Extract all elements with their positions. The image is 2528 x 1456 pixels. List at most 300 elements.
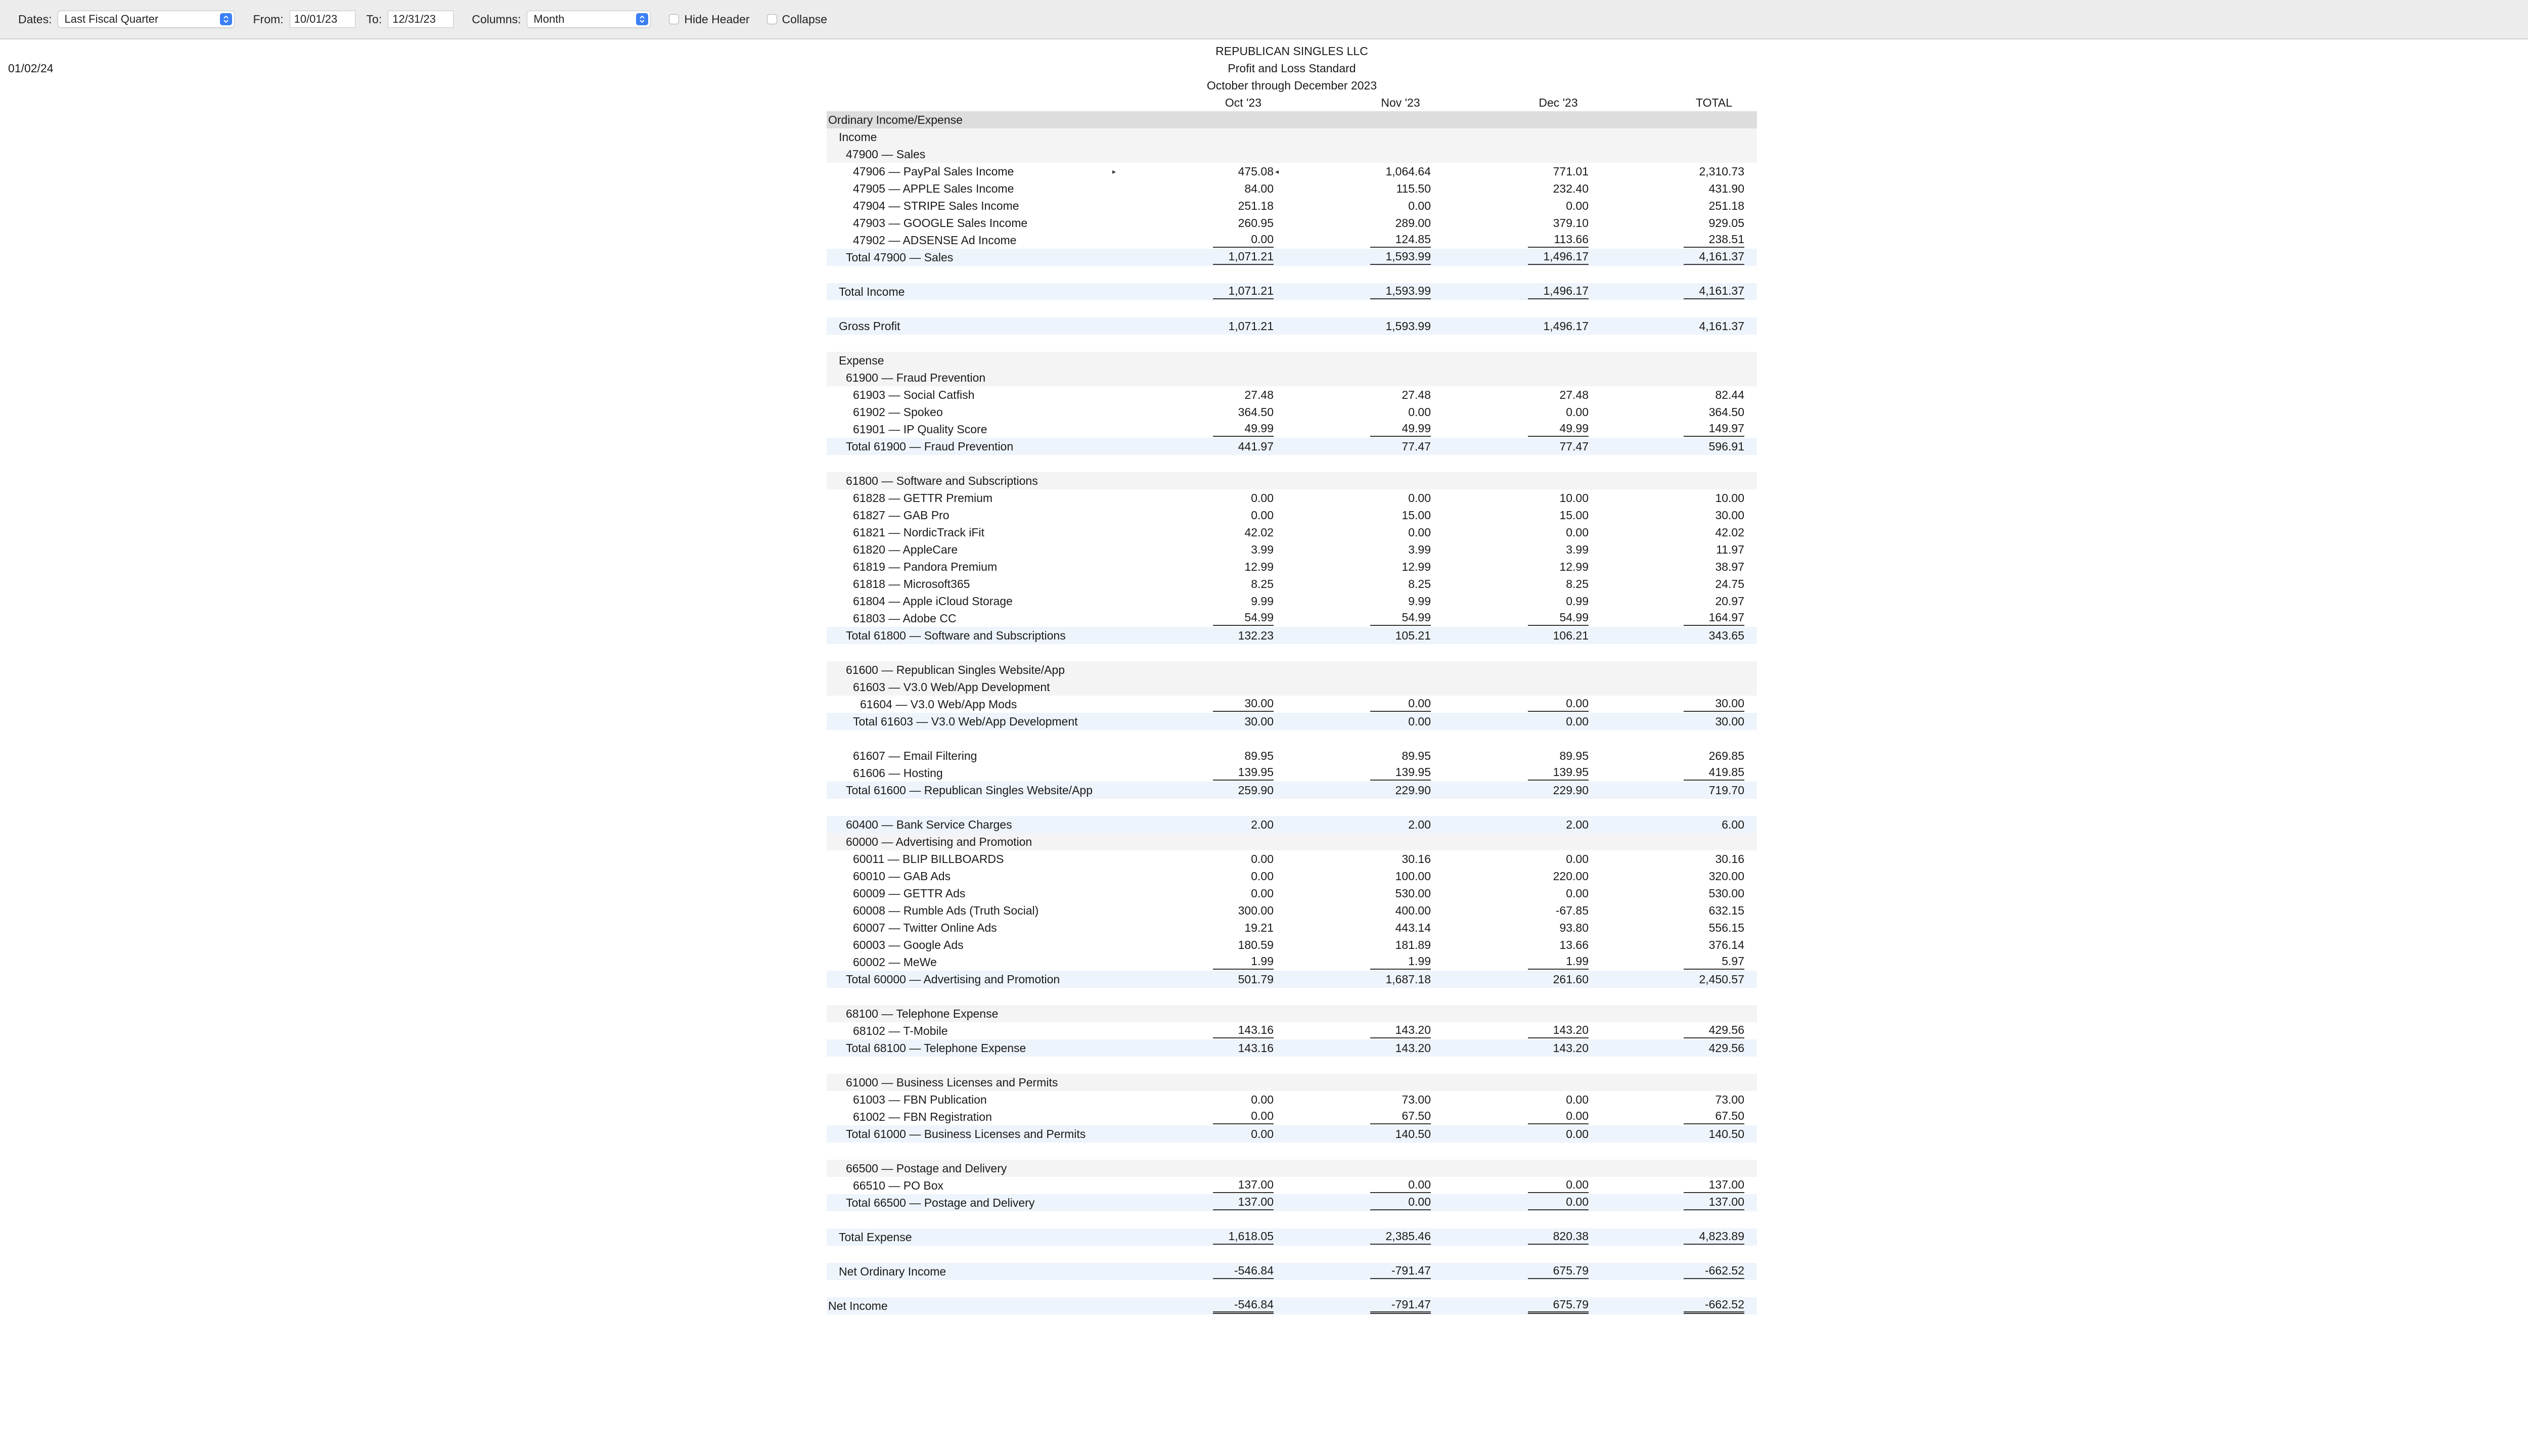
- amount-cell[interactable]: 42.02: [1715, 526, 1744, 539]
- amount-cell[interactable]: 0.00: [1528, 696, 1589, 712]
- row-label: 47905 — APPLE Sales Income: [853, 182, 1014, 195]
- row-label: 61828 — GETTR Premium: [853, 491, 993, 505]
- report-row[interactable]: [827, 1108, 1757, 1125]
- dates-select[interactable]: [58, 11, 235, 28]
- amount-cell[interactable]: 2,385.46: [1370, 1228, 1431, 1245]
- report-row[interactable]: [827, 713, 1757, 730]
- amount-cell[interactable]: 93.80: [1559, 921, 1589, 934]
- report-row[interactable]: [827, 971, 1757, 988]
- amount-cell[interactable]: 89.95: [1402, 749, 1431, 762]
- amount-cell[interactable]: 556.15: [1708, 921, 1744, 934]
- amount-cell[interactable]: 4,823.89: [1684, 1228, 1744, 1245]
- amount-cell[interactable]: 0.00: [1251, 1093, 1274, 1106]
- report-row[interactable]: [827, 661, 1757, 678]
- amount-cell[interactable]: 137.00: [1213, 1177, 1274, 1193]
- report-row[interactable]: [827, 1194, 1757, 1211]
- amount-cell[interactable]: 30.16: [1715, 852, 1744, 866]
- amount-cell[interactable]: -546.84: [1213, 1263, 1274, 1279]
- row-label: Net Ordinary Income: [839, 1265, 946, 1278]
- amount-cell[interactable]: 1,593.99: [1370, 283, 1431, 299]
- amount-cell[interactable]: 181.89: [1395, 938, 1431, 951]
- report-row[interactable]: [827, 352, 1757, 369]
- amount-cell[interactable]: 137.00: [1213, 1194, 1274, 1210]
- amount-cell[interactable]: 30.00: [1684, 696, 1744, 712]
- amount-cell[interactable]: 0.00: [1251, 1127, 1274, 1141]
- amount-cell[interactable]: 12.99: [1402, 560, 1431, 573]
- column-header-row: [827, 94, 1757, 111]
- amount-cell[interactable]: 0.00: [1528, 1177, 1589, 1193]
- amount-cell[interactable]: 84.00: [1244, 182, 1274, 195]
- row-label: 61003 — FBN Publication: [853, 1093, 987, 1106]
- amount-cell[interactable]: 0.00: [1251, 491, 1274, 505]
- amount-cell[interactable]: 1.99: [1213, 953, 1274, 970]
- amount-cell[interactable]: 675.79: [1528, 1297, 1589, 1314]
- report-row[interactable]: [827, 163, 1757, 180]
- report-row[interactable]: [827, 627, 1757, 644]
- report-row[interactable]: [827, 919, 1757, 936]
- amount-cell[interactable]: 229.90: [1553, 784, 1589, 797]
- amount-cell[interactable]: 20.97: [1715, 595, 1744, 608]
- report-date-stamp: 01/02/24: [8, 62, 54, 75]
- amount-cell[interactable]: 0.00: [1251, 852, 1274, 866]
- amount-cell[interactable]: 320.00: [1708, 870, 1744, 883]
- amount-cell[interactable]: 3.99: [1408, 543, 1431, 556]
- row-label: 60008 — Rumble Ads (Truth Social): [853, 904, 1039, 917]
- amount-cell[interactable]: 9.99: [1408, 595, 1431, 608]
- column-header[interactable]: Dec '23: [1539, 96, 1578, 109]
- amount-cell[interactable]: 89.95: [1559, 749, 1589, 762]
- amount-cell[interactable]: 771.01: [1553, 165, 1589, 178]
- row-label: 61800 — Software and Subscriptions: [846, 474, 1038, 487]
- row-label: Total 61603 — V3.0 Web/App Development: [853, 715, 1078, 728]
- amount-cell[interactable]: 30.00: [1213, 696, 1274, 712]
- amount-cell[interactable]: 364.50: [1708, 405, 1744, 419]
- amount-cell[interactable]: 0.00: [1566, 1093, 1589, 1106]
- report-row[interactable]: [827, 524, 1757, 541]
- amount-cell[interactable]: 5.97: [1684, 953, 1744, 970]
- amount-cell[interactable]: 260.95: [1238, 216, 1274, 230]
- amount-cell[interactable]: 6.00: [1722, 818, 1744, 831]
- amount-cell[interactable]: 0.99: [1566, 595, 1589, 608]
- dates-select-value: Last Fiscal Quarter: [64, 13, 159, 25]
- row-label: 68102 — T-Mobile: [853, 1024, 948, 1037]
- amount-cell[interactable]: 443.14: [1395, 921, 1431, 934]
- report-row[interactable]: [827, 850, 1757, 868]
- report-row[interactable]: [827, 232, 1757, 249]
- amount-cell[interactable]: 530.00: [1708, 887, 1744, 900]
- amount-cell[interactable]: 719.70: [1708, 784, 1744, 797]
- report-row[interactable]: [827, 902, 1757, 919]
- row-label: 61000 — Business Licenses and Permits: [846, 1076, 1058, 1089]
- amount-cell[interactable]: 232.40: [1553, 182, 1589, 195]
- report-row[interactable]: [827, 472, 1757, 489]
- amount-cell[interactable]: 10.00: [1559, 491, 1589, 505]
- amount-cell[interactable]: 19.21: [1244, 921, 1274, 934]
- amount-cell[interactable]: 30.00: [1244, 715, 1274, 728]
- row-label: 61607 — Email Filtering: [853, 749, 977, 762]
- amount-cell[interactable]: 137.00: [1684, 1194, 1744, 1210]
- amount-cell[interactable]: 100.00: [1395, 870, 1431, 883]
- amount-cell[interactable]: 419.85: [1684, 764, 1744, 781]
- amount-cell[interactable]: 42.02: [1244, 526, 1274, 539]
- amount-cell[interactable]: 1,593.99: [1370, 249, 1431, 265]
- amount-cell[interactable]: 251.18: [1708, 199, 1744, 212]
- report-row[interactable]: [827, 1022, 1757, 1039]
- amount-cell[interactable]: 261.60: [1553, 973, 1589, 986]
- amount-cell[interactable]: 10.00: [1715, 491, 1744, 505]
- amount-cell[interactable]: 1,496.17: [1528, 249, 1589, 265]
- amount-cell[interactable]: 251.18: [1238, 199, 1274, 212]
- amount-cell[interactable]: 15.00: [1559, 509, 1589, 522]
- amount-cell[interactable]: -546.84: [1213, 1297, 1274, 1314]
- amount-cell[interactable]: 1,687.18: [1385, 973, 1431, 986]
- row-label: 60000 — Advertising and Promotion: [846, 835, 1032, 848]
- report-row[interactable]: [827, 1039, 1757, 1057]
- amount-cell[interactable]: 30.00: [1715, 715, 1744, 728]
- amount-cell[interactable]: 139.95: [1528, 764, 1589, 781]
- spacer-row: [827, 1057, 1757, 1074]
- report-row[interactable]: [827, 180, 1757, 197]
- row-label: 60010 — GAB Ads: [853, 870, 951, 883]
- row-label: 66510 — PO Box: [853, 1179, 943, 1192]
- row-label: 61902 — Spokeo: [853, 405, 943, 419]
- amount-cell[interactable]: 132.23: [1238, 629, 1274, 642]
- row-label: 61804 — Apple iCloud Storage: [853, 595, 1013, 608]
- amount-cell[interactable]: 4,161.37: [1699, 320, 1744, 333]
- amount-cell[interactable]: 77.47: [1402, 440, 1431, 453]
- column-header[interactable]: TOTAL: [1696, 96, 1732, 109]
- amount-cell[interactable]: 376.14: [1708, 938, 1744, 951]
- amount-cell[interactable]: 54.99: [1370, 610, 1431, 626]
- amount-cell[interactable]: 24.75: [1715, 577, 1744, 590]
- amount-cell[interactable]: 67.50: [1370, 1108, 1431, 1124]
- from-label: From:: [253, 12, 284, 26]
- amount-cell[interactable]: 1,064.64: [1385, 165, 1431, 178]
- amount-cell[interactable]: 0.00: [1408, 199, 1431, 212]
- amount-cell[interactable]: 38.97: [1715, 560, 1744, 573]
- amount-cell[interactable]: 530.00: [1395, 887, 1431, 900]
- row-label: 47903 — GOOGLE Sales Income: [853, 216, 1028, 230]
- amount-cell[interactable]: -791.47: [1370, 1263, 1431, 1279]
- report-row[interactable]: [827, 438, 1757, 455]
- row-label: 61903 — Social Catfish: [853, 388, 975, 401]
- amount-cell[interactable]: 0.00: [1370, 696, 1431, 712]
- amount-cell[interactable]: 238.51: [1684, 232, 1744, 248]
- report-row[interactable]: [827, 610, 1757, 627]
- amount-cell[interactable]: 12.99: [1559, 560, 1589, 573]
- amount-cell[interactable]: 1,071.21: [1213, 249, 1274, 265]
- amount-cell[interactable]: 1,593.99: [1385, 320, 1431, 333]
- report-row[interactable]: [827, 128, 1757, 146]
- amount-cell[interactable]: 0.00: [1566, 405, 1589, 419]
- amount-cell[interactable]: 49.99: [1528, 421, 1589, 437]
- to-label: To:: [366, 12, 382, 26]
- amount-cell[interactable]: 77.47: [1559, 440, 1589, 453]
- spacer-row: [827, 300, 1757, 317]
- spacer-row: [827, 1211, 1757, 1228]
- report-row[interactable]: [827, 489, 1757, 507]
- report-row[interactable]: [827, 146, 1757, 163]
- amount-cell[interactable]: 2.00: [1408, 818, 1431, 831]
- amount-cell[interactable]: 0.00: [1408, 526, 1431, 539]
- amount-cell[interactable]: 4,161.37: [1684, 283, 1744, 299]
- amount-cell[interactable]: 300.00: [1238, 904, 1274, 917]
- amount-cell[interactable]: 364.50: [1238, 405, 1274, 419]
- report-row[interactable]: [827, 696, 1757, 713]
- amount-cell[interactable]: 229.90: [1395, 784, 1431, 797]
- amount-cell[interactable]: 8.25: [1408, 577, 1431, 590]
- report-row[interactable]: [827, 403, 1757, 421]
- amount-cell[interactable]: 0.00: [1566, 852, 1589, 866]
- row-label: 61820 — AppleCare: [853, 543, 958, 556]
- from-date-value: 10/01/23: [294, 13, 338, 25]
- row-label: 61803 — Adobe CC: [853, 612, 957, 625]
- row-label: 61821 — NordicTrack iFit: [853, 526, 984, 539]
- report-row[interactable]: [827, 747, 1757, 764]
- row-label: Total 47900 — Sales: [846, 251, 954, 264]
- report-row[interactable]: [827, 1297, 1757, 1314]
- amount-cell[interactable]: 143.20: [1528, 1022, 1589, 1038]
- report-row[interactable]: [827, 558, 1757, 575]
- amount-cell[interactable]: 30.00: [1715, 509, 1744, 522]
- amount-cell[interactable]: 9.99: [1251, 595, 1274, 608]
- amount-cell[interactable]: 82.44: [1715, 388, 1744, 401]
- amount-cell[interactable]: 149.97: [1684, 421, 1744, 437]
- amount-cell[interactable]: 143.16: [1213, 1022, 1274, 1038]
- collapse-checkbox[interactable]: [767, 14, 777, 24]
- amount-cell[interactable]: 429.56: [1708, 1041, 1744, 1055]
- amount-cell[interactable]: 180.59: [1238, 938, 1274, 951]
- report-row[interactable]: [827, 369, 1757, 386]
- amount-cell[interactable]: 4,161.37: [1684, 249, 1744, 265]
- report-row[interactable]: [827, 764, 1757, 782]
- chevron-updown-icon: [636, 13, 648, 25]
- collapse-label: Collapse: [782, 12, 828, 26]
- amount-cell[interactable]: 0.00: [1251, 887, 1274, 900]
- amount-cell[interactable]: 1,071.21: [1228, 320, 1274, 333]
- amount-cell[interactable]: 429.56: [1684, 1022, 1744, 1038]
- amount-cell[interactable]: 139.95: [1213, 764, 1274, 781]
- amount-cell[interactable]: 0.00: [1566, 1127, 1589, 1141]
- amount-cell[interactable]: 1,496.17: [1543, 320, 1589, 333]
- amount-cell[interactable]: 1.99: [1528, 953, 1589, 970]
- report-row[interactable]: [827, 782, 1757, 799]
- amount-cell[interactable]: -67.85: [1555, 904, 1589, 917]
- report-row[interactable]: [827, 1160, 1757, 1177]
- amount-cell[interactable]: 0.00: [1213, 232, 1274, 248]
- row-label: 47900 — Sales: [846, 148, 926, 161]
- amount-cell[interactable]: 140.50: [1395, 1127, 1431, 1141]
- row-marker-icon: ◂: [1275, 167, 1279, 175]
- report-period: October through December 2023: [1206, 79, 1377, 92]
- amount-cell[interactable]: 8.25: [1251, 577, 1274, 590]
- row-label: 47902 — ADSENSE Ad Income: [853, 234, 1017, 247]
- report-row[interactable]: [827, 678, 1757, 696]
- report-row[interactable]: [827, 868, 1757, 885]
- amount-cell[interactable]: 3.99: [1251, 543, 1274, 556]
- amount-cell[interactable]: 220.00: [1553, 870, 1589, 883]
- hide-header-checkbox[interactable]: [669, 14, 679, 24]
- amount-cell[interactable]: 11.97: [1716, 543, 1744, 556]
- amount-cell[interactable]: 137.00: [1684, 1177, 1744, 1193]
- amount-cell[interactable]: 379.10: [1553, 216, 1589, 230]
- amount-cell[interactable]: 475.08: [1238, 165, 1274, 178]
- row-label: 60400 — Bank Service Charges: [846, 818, 1012, 831]
- spacer-row: [827, 335, 1757, 352]
- report-row[interactable]: [827, 593, 1757, 610]
- amount-cell[interactable]: 89.95: [1244, 749, 1274, 762]
- row-label: Total 61000 — Business Licenses and Permits: [846, 1127, 1086, 1141]
- amount-cell[interactable]: 143.20: [1370, 1022, 1431, 1038]
- column-header[interactable]: Nov '23: [1381, 96, 1420, 109]
- amount-cell[interactable]: 0.00: [1566, 715, 1589, 728]
- amount-cell[interactable]: 0.00: [1213, 1108, 1274, 1124]
- report-row[interactable]: [827, 283, 1757, 300]
- amount-cell[interactable]: 54.99: [1213, 610, 1274, 626]
- row-label: Ordinary Income/Expense: [828, 113, 963, 126]
- amount-cell[interactable]: 269.85: [1708, 749, 1744, 762]
- amount-cell[interactable]: 0.00: [1251, 870, 1274, 883]
- report-row[interactable]: [827, 833, 1757, 850]
- row-label: 61600 — Republican Singles Website/App: [846, 663, 1065, 676]
- amount-cell[interactable]: 289.00: [1395, 216, 1431, 230]
- amount-cell[interactable]: 0.00: [1566, 887, 1589, 900]
- report-row[interactable]: [827, 249, 1757, 266]
- report-row[interactable]: [827, 936, 1757, 953]
- amount-cell[interactable]: 929.05: [1708, 216, 1744, 230]
- amount-cell[interactable]: 501.79: [1238, 973, 1274, 986]
- row-label: Total 60000 — Advertising and Promotion: [846, 973, 1060, 986]
- report-row[interactable]: [827, 214, 1757, 232]
- amount-cell[interactable]: 3.99: [1566, 543, 1589, 556]
- amount-cell[interactable]: -662.52: [1684, 1297, 1744, 1314]
- amount-cell[interactable]: 1,618.05: [1213, 1228, 1274, 1245]
- report-row[interactable]: [827, 575, 1757, 593]
- row-label: 61819 — Pandora Premium: [853, 560, 998, 573]
- row-label: 60009 — GETTR Ads: [853, 887, 966, 900]
- amount-cell[interactable]: 8.25: [1566, 577, 1589, 590]
- amount-cell[interactable]: 140.50: [1708, 1127, 1744, 1141]
- amount-cell[interactable]: 632.15: [1708, 904, 1744, 917]
- amount-cell[interactable]: 27.48: [1559, 388, 1589, 401]
- amount-cell[interactable]: 1.99: [1370, 953, 1431, 970]
- amount-cell[interactable]: 820.38: [1528, 1228, 1589, 1245]
- report-row[interactable]: [827, 1228, 1757, 1246]
- amount-cell[interactable]: 73.00: [1715, 1093, 1744, 1106]
- amount-cell[interactable]: 139.95: [1370, 764, 1431, 781]
- amount-cell[interactable]: 1,496.17: [1528, 283, 1589, 299]
- amount-cell[interactable]: 0.00: [1408, 491, 1431, 505]
- amount-cell[interactable]: 259.90: [1238, 784, 1274, 797]
- report-row[interactable]: [827, 111, 1757, 128]
- amount-cell[interactable]: 164.97: [1684, 610, 1744, 626]
- report-row[interactable]: [827, 1074, 1757, 1091]
- amount-cell[interactable]: 113.66: [1528, 232, 1589, 248]
- amount-cell[interactable]: 27.48: [1402, 388, 1431, 401]
- amount-cell[interactable]: 115.50: [1396, 182, 1431, 195]
- amount-cell[interactable]: 143.16: [1238, 1041, 1274, 1055]
- row-label: 60011 — BLIP BILLBOARDS: [853, 852, 1004, 866]
- amount-cell[interactable]: 675.79: [1528, 1263, 1589, 1279]
- row-label: 61900 — Fraud Prevention: [846, 371, 986, 384]
- row-label: 61606 — Hosting: [853, 766, 943, 780]
- amount-cell[interactable]: 2.00: [1566, 818, 1589, 831]
- amount-cell[interactable]: 0.00: [1566, 199, 1589, 212]
- amount-cell[interactable]: 0.00: [1566, 526, 1589, 539]
- report-row[interactable]: [827, 421, 1757, 438]
- amount-cell[interactable]: 0.00: [1528, 1108, 1589, 1124]
- row-label: 61827 — GAB Pro: [853, 509, 950, 522]
- amount-cell[interactable]: 27.48: [1244, 388, 1274, 401]
- report-row[interactable]: [827, 197, 1757, 214]
- report-row[interactable]: [827, 885, 1757, 902]
- row-label: 60002 — MeWe: [853, 956, 937, 969]
- spacer-row: [827, 988, 1757, 1005]
- report-row[interactable]: [827, 953, 1757, 971]
- column-header[interactable]: Oct '23: [1225, 96, 1262, 109]
- amount-cell[interactable]: 67.50: [1684, 1108, 1744, 1124]
- columns-select[interactable]: [527, 11, 651, 28]
- amount-cell[interactable]: 400.00: [1395, 904, 1431, 917]
- row-label: 47906 — PayPal Sales Income: [853, 165, 1014, 178]
- amount-cell[interactable]: 0.00: [1528, 1194, 1589, 1210]
- report-row[interactable]: [827, 816, 1757, 833]
- from-date-field[interactable]: [290, 11, 355, 28]
- report-row[interactable]: [827, 1125, 1757, 1143]
- amount-cell[interactable]: -791.47: [1370, 1297, 1431, 1314]
- amount-cell[interactable]: 0.00: [1408, 405, 1431, 419]
- report-row[interactable]: [827, 1177, 1757, 1194]
- to-date-field[interactable]: [388, 11, 454, 28]
- amount-cell[interactable]: 0.00: [1408, 715, 1431, 728]
- amount-cell[interactable]: 12.99: [1244, 560, 1274, 573]
- amount-cell[interactable]: 431.90: [1708, 182, 1744, 195]
- amount-cell[interactable]: 124.85: [1370, 232, 1431, 248]
- report-row[interactable]: [827, 1263, 1757, 1280]
- report-row[interactable]: [827, 317, 1757, 335]
- amount-cell[interactable]: 2.00: [1251, 818, 1274, 831]
- amount-cell[interactable]: 143.20: [1553, 1041, 1589, 1055]
- amount-cell[interactable]: 1,071.21: [1213, 283, 1274, 299]
- amount-cell[interactable]: 441.97: [1238, 440, 1274, 453]
- report-row[interactable]: [827, 1091, 1757, 1108]
- amount-cell[interactable]: 54.99: [1528, 610, 1589, 626]
- amount-cell[interactable]: 343.65: [1708, 629, 1744, 642]
- amount-cell[interactable]: 596.91: [1708, 440, 1744, 453]
- amount-cell[interactable]: 0.00: [1370, 1177, 1431, 1193]
- report-row[interactable]: [827, 507, 1757, 524]
- amount-cell[interactable]: 2,310.73: [1699, 165, 1744, 178]
- amount-cell[interactable]: 15.00: [1402, 509, 1431, 522]
- report-row[interactable]: [827, 541, 1757, 558]
- amount-cell[interactable]: 106.21: [1553, 629, 1589, 642]
- amount-cell[interactable]: 49.99: [1370, 421, 1431, 437]
- row-label: Total Expense: [839, 1231, 912, 1244]
- amount-cell[interactable]: 143.20: [1395, 1041, 1431, 1055]
- amount-cell[interactable]: 13.66: [1559, 938, 1589, 951]
- amount-cell[interactable]: 73.00: [1402, 1093, 1431, 1106]
- report-row[interactable]: [827, 386, 1757, 403]
- amount-cell[interactable]: 0.00: [1251, 509, 1274, 522]
- amount-cell[interactable]: 105.21: [1395, 629, 1431, 642]
- amount-cell[interactable]: 2,450.57: [1699, 973, 1744, 986]
- amount-cell[interactable]: 49.99: [1213, 421, 1274, 437]
- amount-cell[interactable]: 30.16: [1402, 852, 1431, 866]
- amount-cell[interactable]: -662.52: [1684, 1263, 1744, 1279]
- company-name: REPUBLICAN SINGLES LLC: [1215, 44, 1368, 58]
- report-row[interactable]: [827, 1005, 1757, 1022]
- amount-cell[interactable]: 0.00: [1370, 1194, 1431, 1210]
